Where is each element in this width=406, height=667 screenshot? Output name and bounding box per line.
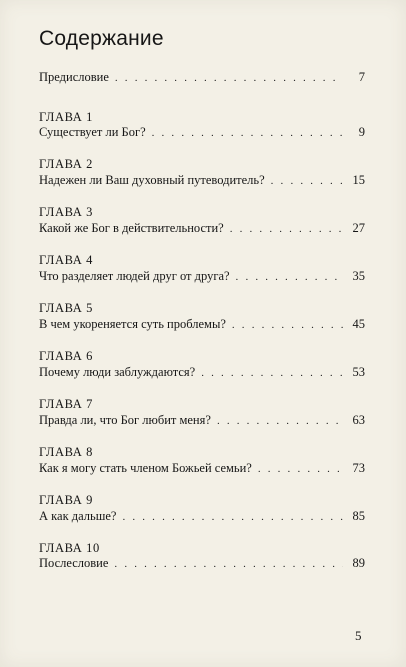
toc-entry <box>39 317 365 335</box>
dot-leader <box>236 271 343 283</box>
toc-entry-title: Существует ли Бог? <box>39 125 146 139</box>
chapter-label: ГЛАВА 8 <box>39 445 93 459</box>
toc-entry <box>39 221 365 239</box>
toc-entry-title: Что разделяет людей друг от друга? <box>39 269 230 283</box>
toc-entry <box>39 461 365 479</box>
dot-leader <box>232 319 343 331</box>
toc-entry-preface <box>39 70 365 88</box>
chapter-label: ГЛАВА 2 <box>39 157 93 171</box>
toc-entry-title: В чем укореняется суть проблемы? <box>39 317 226 331</box>
toc-entry-page: 15 <box>352 173 365 187</box>
dot-leader <box>271 175 343 187</box>
toc-entry <box>39 269 365 287</box>
chapter-label: ГЛАВА 7 <box>39 397 93 411</box>
toc-entry <box>39 413 365 431</box>
chapter-label: ГЛАВА 6 <box>39 349 93 363</box>
toc-entry-title: Почему люди заблуждаются? <box>39 365 196 379</box>
toc-entry-page: 63 <box>352 413 365 427</box>
toc-entry-title: Как я могу стать членом Божьей семьи? <box>39 461 252 475</box>
page-number: 5 <box>355 628 362 643</box>
toc-entry-page: 27 <box>352 221 365 235</box>
dot-leader <box>217 415 343 427</box>
chapter-label: ГЛАВА 10 <box>39 541 100 555</box>
dot-leader <box>114 558 343 570</box>
toc-entry <box>39 556 365 574</box>
toc-entry <box>39 509 365 527</box>
toc-entry-title: Предисловие <box>39 70 109 84</box>
chapter-label: ГЛАВА 3 <box>39 205 93 219</box>
toc-entry-title: Какой же Бог в действительности? <box>39 221 224 235</box>
toc-entry-page: 9 <box>358 125 365 139</box>
dot-leader <box>258 463 343 475</box>
toc-entry-page: 89 <box>352 556 365 570</box>
chapter-label: ГЛАВА 9 <box>39 493 93 507</box>
toc-entry <box>39 125 365 143</box>
toc-entry <box>39 365 365 383</box>
toc-entry <box>39 173 365 191</box>
toc-entry-page: 35 <box>352 269 365 283</box>
toc-entry-title: А как дальше? <box>39 509 117 523</box>
dot-leader <box>152 127 343 139</box>
toc-entry-page: 45 <box>352 317 365 331</box>
chapter-label: ГЛАВА 4 <box>39 253 93 267</box>
chapter-label: ГЛАВА 5 <box>39 301 93 315</box>
dot-leader <box>201 367 343 379</box>
dot-leader <box>122 511 343 523</box>
dot-leader <box>115 72 343 84</box>
toc-entry-page: 53 <box>352 365 365 379</box>
toc-entry-title: Послесловие <box>39 556 109 570</box>
chapter-label: ГЛАВА 1 <box>39 110 93 124</box>
toc-entry-page: 73 <box>352 461 365 475</box>
toc-entry-page: 7 <box>358 70 365 84</box>
toc-entry-page: 85 <box>352 509 365 523</box>
toc-entry-title: Надежен ли Ваш духовный путеводитель? <box>39 173 265 187</box>
dot-leader <box>230 223 343 235</box>
toc-entry-title: Правда ли, что Бог любит меня? <box>39 413 211 427</box>
page-title: Содержание <box>39 27 164 50</box>
